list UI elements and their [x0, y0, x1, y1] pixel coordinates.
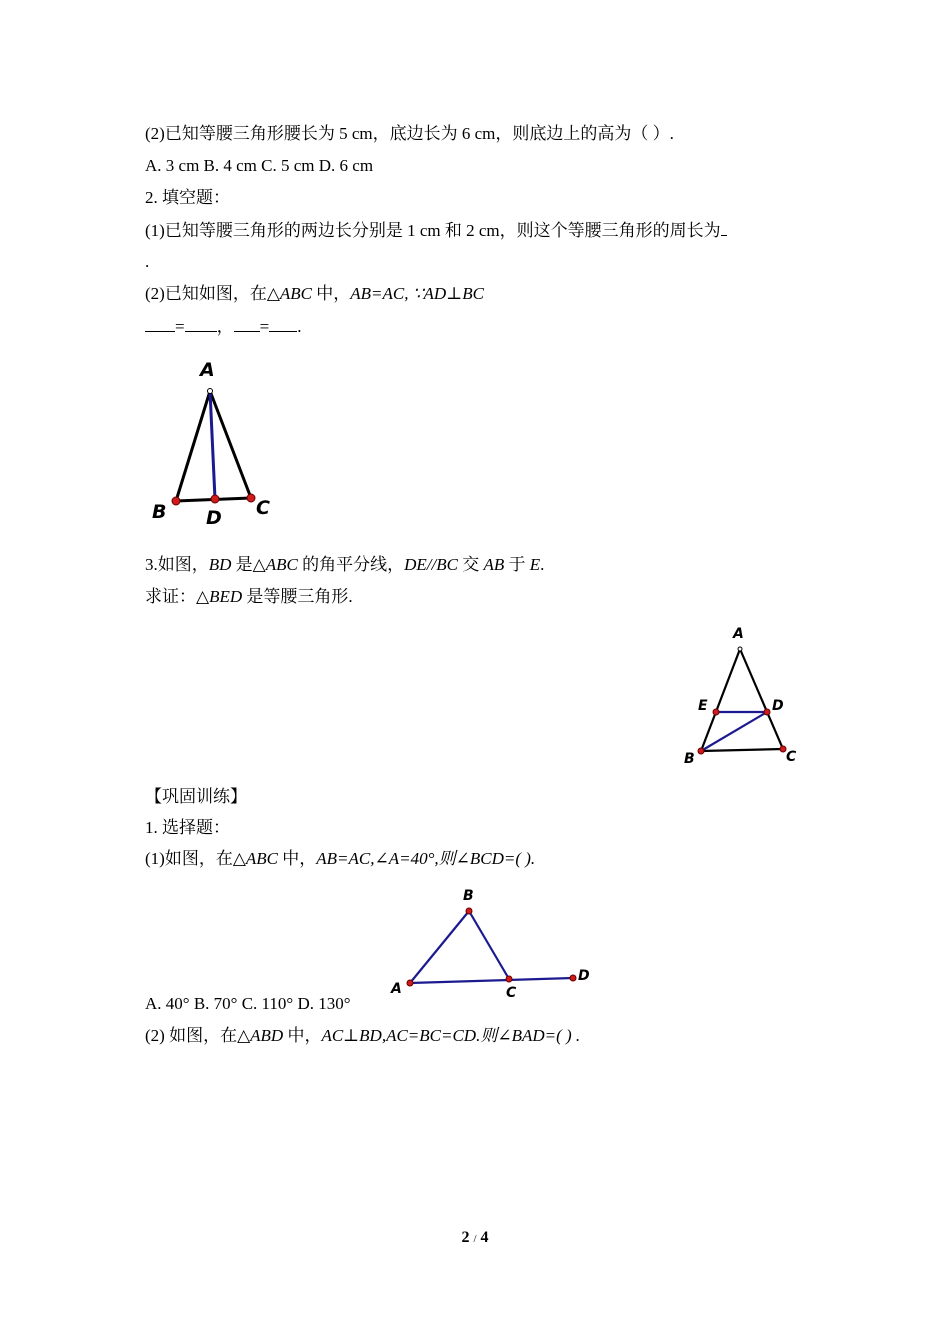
label-a: A: [391, 981, 402, 997]
q3-abc: ABC: [265, 555, 298, 574]
consolidate-q2-stem: [145, 1025, 580, 1047]
label-d: D: [578, 968, 590, 984]
side-ab: [176, 391, 210, 501]
q2-stem: (2)已知等腰三角形腰长为 5 cm，底边长为 6 cm，则底边上的高为（ ）.: [145, 124, 674, 143]
blank-4: [269, 315, 297, 332]
fill-q2-stem: [145, 283, 484, 305]
side-ac: [210, 391, 251, 498]
eq-2: =: [259, 317, 270, 336]
q3-bed: BED: [209, 587, 243, 606]
consolidate-q1-stem: [145, 848, 535, 870]
fill-q2-blanks: [145, 315, 301, 338]
c-q2-prefix: (2) 如图，在△: [145, 1026, 251, 1045]
side-bc: [469, 911, 509, 979]
q3-t4: 交: [457, 555, 484, 574]
side-ab: [410, 911, 469, 983]
figure-triangle-bcd: [385, 880, 605, 1005]
c-q2-cond: AC⊥BD,AC=BC=CD.则∠BAD=( ) .: [321, 1026, 581, 1045]
q3-proof: [145, 586, 353, 608]
c-q1-mid: 中，: [278, 849, 317, 868]
page-total: 4: [480, 1229, 489, 1246]
q3-t3: 的角平分线，: [297, 555, 405, 574]
fill-q1-blank: [721, 219, 727, 236]
c-q2-abd: ABD: [250, 1026, 284, 1045]
end-period: .: [297, 317, 302, 336]
fill-q1-end: .: [145, 252, 150, 271]
point-d: [211, 495, 219, 503]
label-d: D: [206, 507, 222, 529]
label-e: E: [698, 698, 708, 714]
fill-q1-text: (1)已知等腰三角形的两边长分别是 1 cm 和 2 cm，则这个等腰三角形的周长为: [145, 221, 721, 240]
label-c: C: [786, 749, 797, 765]
point-a: [738, 647, 742, 651]
consolidate-heading: 【巩固训练】: [145, 787, 247, 806]
point-a: [208, 389, 213, 394]
label-b: B: [152, 501, 167, 523]
label-a: A: [200, 359, 215, 381]
q3-e: E: [529, 555, 541, 574]
fill-q2-cond: AB=AC, ∵AD⊥BC: [350, 284, 484, 303]
eq-1: =: [175, 317, 185, 336]
blank-2: [185, 315, 217, 332]
figure-triangle-abc: [145, 352, 285, 532]
q3-ab: AB: [483, 555, 505, 574]
choice-heading: 1. 选择题：: [145, 818, 230, 837]
fill-q2-prefix: (2)已知如图，在△: [145, 284, 280, 303]
c-q1-cond: AB=AC,∠A=40°,则∠BCD=( ).: [316, 849, 536, 868]
fill-heading: 2. 填空题：: [145, 188, 230, 207]
line-acd: [410, 978, 573, 983]
c-q1-prefix: (1)如图，在△: [145, 849, 246, 868]
side-bc: [701, 749, 783, 751]
q3-t5: 于: [504, 555, 530, 574]
label-c: C: [506, 985, 517, 1001]
q2-options: A. 3 cm B. 4 cm C. 5 cm D. 6 cm: [145, 156, 374, 175]
page-current: 2: [461, 1229, 470, 1246]
label-a: A: [733, 626, 744, 642]
label-b: B: [463, 888, 474, 904]
q3-proof-prefix: 求证：△: [145, 587, 210, 606]
point-b: [466, 908, 472, 914]
q3-proof-suffix: 是等腰三角形.: [242, 587, 353, 606]
point-e: [713, 709, 719, 715]
point-d: [764, 709, 770, 715]
point-b: [172, 497, 180, 505]
q3-t2: 是△: [231, 555, 266, 574]
point-b: [698, 748, 704, 754]
point-c: [506, 976, 512, 982]
segment-bd: [701, 712, 767, 751]
page-separator: /: [473, 1233, 477, 1245]
c-q2-mid: 中，: [283, 1026, 322, 1045]
q3-t1: 3.如图，: [145, 555, 209, 574]
consolidate-q1-options: A. 40° B. 70° C. 110° D. 130°: [145, 994, 351, 1013]
q3-de-bc: DE//BC: [404, 555, 458, 574]
blank-3: [234, 315, 260, 332]
fill-q1-stem: [145, 219, 727, 242]
fill-q2-mid: 中，: [312, 284, 351, 303]
point-c: [247, 494, 255, 502]
label-c: C: [256, 497, 270, 519]
q3-stem: [145, 554, 544, 576]
q3-t6: .: [540, 555, 545, 574]
q3-bd: BD: [208, 555, 232, 574]
blank-1: [145, 315, 175, 332]
fill-q2-abc: ABC: [279, 284, 313, 303]
label-d: D: [772, 698, 784, 714]
page-number: [0, 1229, 950, 1247]
point-d: [570, 975, 576, 981]
c-q1-abc: ABC: [245, 849, 279, 868]
label-b: B: [684, 751, 695, 767]
comma: ，: [216, 317, 234, 336]
altitude-ad: [210, 391, 215, 499]
point-a: [407, 980, 413, 986]
figure-triangle-bed: [680, 620, 810, 770]
